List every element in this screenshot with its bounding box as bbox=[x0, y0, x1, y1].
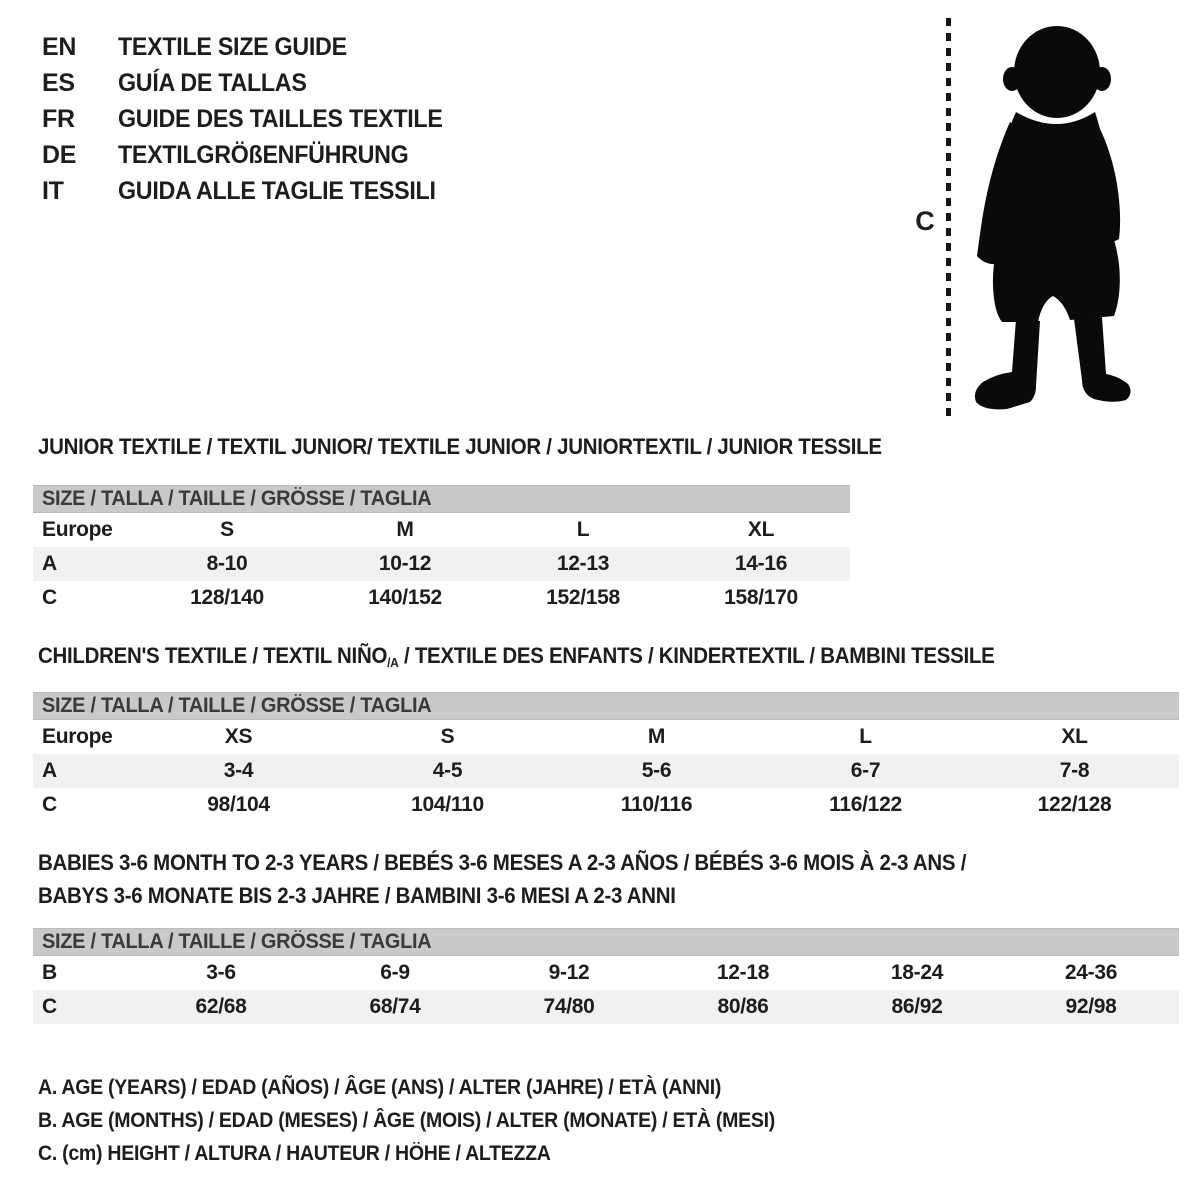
footnote-text: C. (cm) HEIGHT / ALTURA / HAUTEUR / HÖHE / ALTEZZA bbox=[38, 1142, 551, 1165]
silhouette-head bbox=[1014, 26, 1100, 118]
silhouette-shorts bbox=[993, 225, 1120, 322]
size-cell: S bbox=[220, 518, 234, 541]
children-size-table bbox=[33, 692, 1179, 822]
silhouette-leg-left bbox=[975, 319, 1040, 409]
babies-section-title-line2 bbox=[38, 883, 724, 909]
size-cell: L bbox=[576, 518, 590, 541]
size-cell: M bbox=[647, 725, 666, 748]
value-cell: 9-12 bbox=[548, 961, 590, 984]
value-cell: 4-5 bbox=[432, 759, 463, 782]
height-measure-label: C bbox=[915, 206, 935, 236]
table-row bbox=[33, 990, 1179, 1024]
value-cell: 116/122 bbox=[829, 793, 902, 816]
value-cell: 18-24 bbox=[890, 961, 944, 984]
junior-size-header-bar bbox=[33, 485, 850, 513]
footnote-height-cm bbox=[38, 1142, 589, 1166]
value-cell: 24-36 bbox=[1064, 961, 1118, 984]
language-code: DE bbox=[42, 140, 77, 169]
value-cell: 68/74 bbox=[369, 995, 421, 1018]
table-row bbox=[33, 788, 1179, 822]
row-label: B bbox=[42, 961, 57, 984]
value-cell: 152/158 bbox=[546, 586, 620, 609]
value-cell: 128/140 bbox=[190, 586, 264, 609]
babies-section-title-line1 bbox=[38, 850, 1036, 876]
footnote-text: B. AGE (MONTHS) / EDAD (MESES) / ÂGE (MOIS) / ALTER (MONATE) / ETÀ (MESI) bbox=[38, 1109, 775, 1132]
value-cell: 5-6 bbox=[641, 759, 672, 782]
babies-size-table bbox=[33, 928, 1179, 1024]
value-cell: 6-9 bbox=[380, 961, 410, 984]
language-row-en bbox=[42, 33, 364, 61]
children-title-subscript: /A bbox=[387, 655, 399, 670]
value-cell: 74/80 bbox=[543, 995, 595, 1018]
children-title-suffix: / TEXTILE DES ENFANTS / KINDERTEXTIL / BAMBINI TESSILE bbox=[398, 643, 995, 668]
value-cell: 62/68 bbox=[195, 995, 247, 1018]
value-cell: 12-13 bbox=[556, 552, 610, 575]
size-cell: XL bbox=[747, 518, 775, 541]
value-cell: 12-18 bbox=[716, 961, 770, 984]
value-cell: 6-7 bbox=[850, 759, 881, 782]
value-cell: 110/116 bbox=[620, 793, 693, 816]
size-cell: XL bbox=[1061, 725, 1088, 748]
silhouette-ear-left bbox=[1003, 67, 1021, 91]
junior-section-title bbox=[38, 434, 945, 460]
value-cell: 80/86 bbox=[717, 995, 769, 1018]
footnote-text: A. AGE (YEARS) / EDAD (AÑOS) / ÂGE (ANS) / ALTER (JAHRE) / ETÀ (ANNI) bbox=[38, 1076, 722, 1099]
children-section-title bbox=[38, 643, 1066, 670]
size-cell: M bbox=[396, 518, 414, 541]
junior-size-table bbox=[33, 485, 850, 615]
value-cell: 3-6 bbox=[206, 961, 236, 984]
table-row bbox=[33, 956, 1179, 990]
babies-size-header-bar bbox=[33, 928, 1179, 956]
guide-title-es: GUÍA DE TALLAS bbox=[118, 68, 307, 97]
guide-title-fr: GUIDE DES TAILLES TEXTILE bbox=[118, 104, 443, 133]
guide-title-it: GUIDA ALLE TAGLIE TESSILI bbox=[118, 176, 436, 205]
footnote-age-months bbox=[38, 1109, 830, 1133]
footnote-age-years bbox=[38, 1076, 773, 1100]
value-cell: 10-12 bbox=[378, 552, 432, 575]
language-code: IT bbox=[42, 176, 64, 205]
size-header-label: SIZE / TALLA / TAILLE / GRÖSSE / TAGLIA bbox=[42, 930, 432, 953]
value-cell: 3-4 bbox=[223, 759, 254, 782]
silhouette-leg-right bbox=[1074, 317, 1131, 402]
table-row bbox=[33, 581, 850, 615]
language-row-es bbox=[42, 69, 321, 97]
value-cell: 86/92 bbox=[891, 995, 943, 1018]
guide-title-en: TEXTILE SIZE GUIDE bbox=[118, 32, 347, 61]
row-label: A bbox=[42, 552, 57, 575]
value-cell: 140/152 bbox=[368, 586, 442, 609]
value-cell: 158/170 bbox=[724, 586, 798, 609]
guide-title-de: TEXTILGRÖßENFÜHRUNG bbox=[118, 140, 409, 169]
silhouette-ear-right bbox=[1093, 67, 1111, 91]
size-cell: S bbox=[440, 725, 455, 748]
value-cell: 104/110 bbox=[411, 793, 484, 816]
table-row bbox=[33, 754, 1179, 788]
language-row-it bbox=[42, 177, 460, 205]
row-label: C bbox=[42, 793, 57, 816]
toddler-silhouette-image bbox=[950, 24, 1150, 420]
babies-title-line1-text: BABIES 3-6 MONTH TO 2-3 YEARS / BEBÉS 3-6 MESES A 2-3 AÑOS / BÉBÉS 3-6 MOIS À 2-3 ANS / bbox=[38, 850, 967, 875]
row-label: A bbox=[42, 759, 57, 782]
value-cell: 98/104 bbox=[207, 793, 270, 816]
table-row bbox=[33, 720, 1179, 754]
row-label: C bbox=[42, 586, 57, 609]
row-label: Europe bbox=[42, 518, 113, 541]
language-code: ES bbox=[42, 68, 75, 97]
children-section-title-text bbox=[38, 643, 994, 670]
children-title-prefix: CHILDREN'S TEXTILE / TEXTIL NIÑO bbox=[38, 643, 388, 668]
value-cell: 122/128 bbox=[1037, 793, 1112, 816]
row-label: C bbox=[42, 995, 57, 1018]
row-label: Europe bbox=[42, 725, 113, 748]
language-code: FR bbox=[42, 104, 75, 133]
language-row-de bbox=[42, 141, 430, 169]
value-cell: 14-16 bbox=[734, 552, 788, 575]
value-cell: 92/98 bbox=[1065, 995, 1117, 1018]
size-cell: L bbox=[859, 725, 872, 748]
size-header-label: SIZE / TALLA / TAILLE / GRÖSSE / TAGLIA bbox=[42, 487, 432, 510]
junior-section-title-text: JUNIOR TEXTILE / TEXTIL JUNIOR/ TEXTILE JUNIOR / JUNIORTEXTIL / JUNIOR TESSILE bbox=[38, 434, 882, 459]
table-row bbox=[33, 513, 850, 547]
value-cell: 7-8 bbox=[1059, 759, 1090, 782]
language-code: EN bbox=[42, 32, 77, 61]
table-row bbox=[33, 547, 850, 581]
babies-title-line2-text: BABYS 3-6 MONATE BIS 2-3 JAHRE / BAMBINI 3-6 MESI A 2-3 ANNI bbox=[38, 883, 676, 908]
value-cell: 8-10 bbox=[206, 552, 248, 575]
language-row-fr bbox=[42, 105, 467, 133]
children-size-header-bar bbox=[33, 692, 1179, 720]
size-cell: XS bbox=[224, 725, 253, 748]
size-header-label: SIZE / TALLA / TAILLE / GRÖSSE / TAGLIA bbox=[42, 694, 432, 717]
